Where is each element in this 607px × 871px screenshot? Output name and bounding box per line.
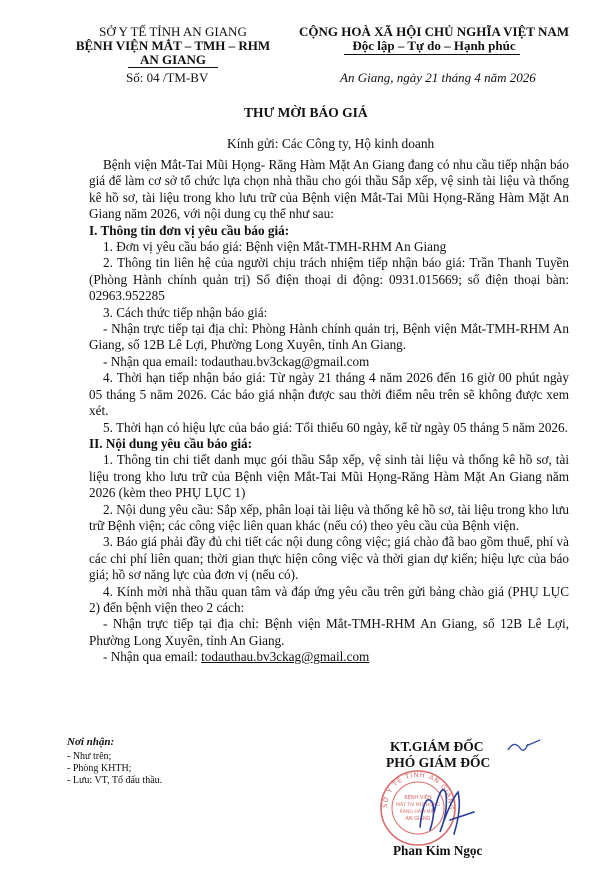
seal-ring-text: SỞ Y TẾ TỈNH AN GIANG <box>380 770 456 811</box>
hospital-name-line2: AN GIANG <box>139 52 207 67</box>
section2-item4: 4. Kính mời nhà thầu quan tâm và đáp ứng yêu cầu trên gửi bảng chào giá (PHỤ LỤC 2) đến bệnh viện theo 2 cách: <box>89 583 569 615</box>
signature-role-1: KT.GIÁM ĐỐC <box>390 739 484 754</box>
recipient-line: Kính gửi: Các Công ty, Hộ kinh doanh <box>227 136 435 151</box>
section1-item3b: - Nhận qua email: todauthau.bv3ckag@gmail.com <box>103 353 370 369</box>
section2-item4b <box>89 649 569 665</box>
letter-body <box>89 157 569 666</box>
document-number: Số: 04 /TM-BV <box>126 70 209 85</box>
seal-center-line-2: MẮT TAI MŨI HỌNG <box>396 803 440 808</box>
recipient-item-3: - Lưu: VT, Tổ đấu thầu. <box>67 775 163 786</box>
section1-item1: 1. Đơn vị yêu cầu báo giá: Bệnh viện Mắt-TMH-RHM An Giang <box>103 239 447 255</box>
section1-heading: I. Thông tin đơn vị yêu cầu báo giá: <box>89 222 290 238</box>
handwritten-signature-icon <box>410 772 480 842</box>
recipients-heading: Nơi nhận: <box>67 736 115 748</box>
section1-item3: 3. Cách thức tiếp nhận báo giá: <box>103 304 268 320</box>
seal-center-line-3: RĂNG HÀM MẶT <box>399 810 437 815</box>
section2-item1: 1. Thông tin chi tiết danh mục gói thầu Sắp xếp, vệ sinh tài liệu và thống kê hồ sơ, tài liệu trong kho lưu trữ của Bệnh viện Mắt-Tai Mũi Họng-Răng Hàm Mặt An Giang năm 2026 (kèm theo PHỤ LỤC 1) <box>89 452 569 501</box>
section2-item4a: - Nhận trực tiếp tại địa chỉ: Bệnh viện Mắt-TMH-RHM An Giang, số 12B Lê Lợi, Phường Long Xuyên, tỉnh An Giang. <box>89 616 569 648</box>
section1-item4: 4. Thời hạn tiếp nhận báo giá: Từ ngày 21 tháng 4 năm 2026 đến 16 giờ 00 phút ngày 05 tháng 5 năm 2026. Các báo giá nhận được sau thời điểm nêu trên sẽ không được xem xét. <box>89 370 569 419</box>
initial-mark-icon <box>506 736 542 756</box>
document-title: THƯ MỜI BÁO GIÁ <box>244 105 368 120</box>
seal-center-line-4: AN GIANG <box>405 816 431 822</box>
email-link[interactable]: todauthau.bv3ckag@gmail.com <box>201 649 370 665</box>
hospital-name-line1: BỆNH VIỆN MẮT – TMH – RHM <box>75 38 271 53</box>
intro-paragraph: Bệnh viện Mắt-Tai Mũi Họng- Răng Hàm Mặt An Giang đang có nhu cầu tiếp nhận báo giá để làm cơ sở tổ chức lựa chọn nhà thầu cho gói thầu Sắp xếp, vệ sinh tài liệu và thống kê hồ sơ, tài liệu trong kho lưu trữ của Bệnh viện Mắt-Tai Mũi Họng-Răng Hàm Mặt An Giang năm 2026, với nội dung cụ thể như sau: <box>89 157 569 222</box>
section1-item3a: - Nhận trực tiếp tại địa chỉ: Phòng Hành chính quản trị, Bệnh viện Mắt-TMH-RHM An Giang, số 12B Lê Lợi, Phường Long Xuyên, tỉnh An Giang. <box>89 321 569 353</box>
recipient-item-2: - Phòng KHTH; <box>67 763 132 774</box>
signer-name: Phan Kim Ngọc <box>393 843 483 858</box>
section2-heading: II. Nội dung yêu cầu báo giá: <box>89 435 253 451</box>
header-right-underline <box>344 54 520 55</box>
signature-role-2: PHÓ GIÁM ĐỐC <box>386 755 491 770</box>
section2-item2: 2. Nội dung yêu cầu: Sắp xếp, phân loại tài liệu và thống kê hồ sơ, tài liệu trong kho lưu trữ Bệnh viện; các công việc liên quan khác (nếu có) theo yêu cầu của Bệnh viện. <box>89 501 569 533</box>
agency-name: SỞ Y TẾ TỈNH AN GIANG <box>99 24 247 39</box>
section2-item3: 3. Báo giá phải đầy đủ chi tiết các nội dung công việc; giá chào đã bao gồm thuế, phí và các chi phí liên quan; thời gian thực hiện công việc và thời gian dự kiến; hiệu lực của báo giá; hồ sơ năng lực của đơn vị (nếu có). <box>89 534 569 583</box>
section1-item2: 2. Thông tin liên hệ của người chịu trách nhiệm tiếp nhận báo giá: Trần Thanh Tuyền (Phòng Hành chính quản trị) Số điện thoại di động: 0931.015669; số điện thoại bàn: 02963.952285 <box>89 255 569 304</box>
national-motto: Độc lập – Tự do – Hạnh phúc <box>352 38 516 53</box>
header-left-underline <box>128 67 218 68</box>
email-label: - Nhận qua email: <box>103 649 202 665</box>
section1-item5: 5. Thời hạn có hiệu lực của báo giá: Tối thiểu 60 ngày, kể từ ngày 05 tháng 5 năm 2026. <box>103 419 568 435</box>
place-and-date: An Giang, ngày 21 tháng 4 năm 2026 <box>340 70 536 85</box>
nation-title: CỘNG HOÀ XÃ HỘI CHỦ NGHĨA VIỆT NAM <box>298 24 570 39</box>
seal-center-line-1: BỆNH VIỆN <box>404 795 432 801</box>
recipient-item-1: - Như trên; <box>67 751 112 762</box>
